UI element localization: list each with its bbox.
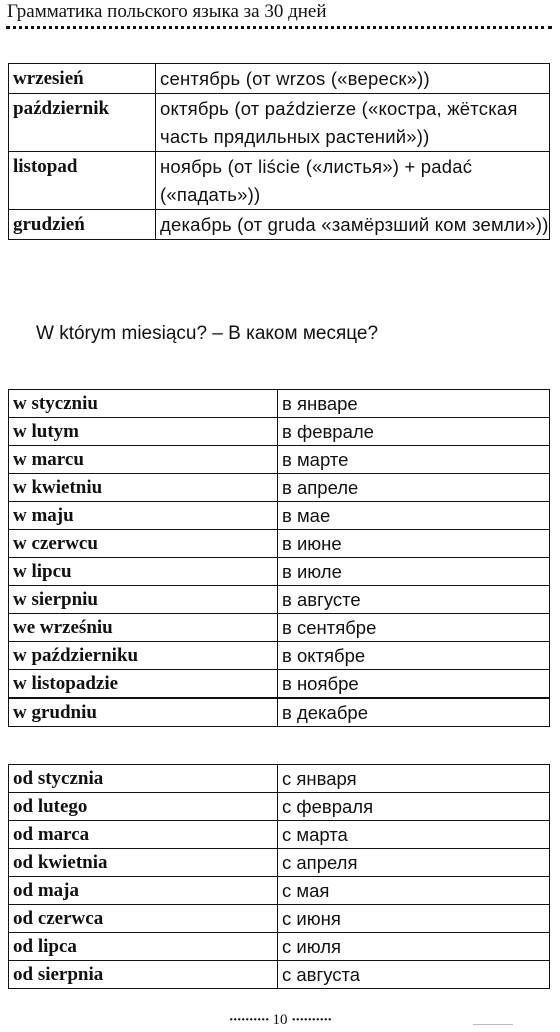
polish-phrase-cell: w lutym: [9, 418, 278, 446]
polish-phrase-cell: od lutego: [9, 793, 278, 821]
russian-phrase-cell: с августа: [278, 961, 550, 989]
footer-dots-left: [229, 1012, 269, 1028]
polish-phrase-cell: od marca: [9, 821, 278, 849]
russian-phrase-cell: в октябре: [278, 642, 550, 670]
from-month-table: [8, 764, 550, 989]
polish-phrase-cell: w grudniu: [9, 698, 278, 727]
in-month-table-body: [9, 390, 550, 727]
polish-phrase-cell: we wrześniu: [9, 614, 278, 642]
polish-month-cell: grudzień: [9, 210, 156, 240]
months-origin-table: [8, 63, 550, 240]
polish-phrase-cell: w marcu: [9, 446, 278, 474]
russian-phrase-cell: в ноябре: [278, 670, 550, 699]
polish-phrase-cell: w maju: [9, 502, 278, 530]
table-row: [9, 558, 550, 586]
footer-dots-right: [291, 1012, 331, 1028]
table-row: [9, 530, 550, 558]
polish-phrase-cell: w listopadzie: [9, 670, 278, 699]
polish-phrase-cell: od kwietnia: [9, 849, 278, 877]
in-month-table: [8, 389, 550, 727]
table-row: [9, 586, 550, 614]
page-number: 10: [272, 1012, 288, 1028]
table-row: [9, 961, 550, 989]
russian-phrase-cell: в сентябре: [278, 614, 550, 642]
polish-phrase-cell: w sierpniu: [9, 586, 278, 614]
table-row: [9, 765, 550, 793]
polish-month-cell: wrzesień: [9, 64, 156, 94]
russian-phrase-cell: с января: [278, 765, 550, 793]
russian-phrase-cell: с июля: [278, 933, 550, 961]
polish-phrase-cell: od stycznia: [9, 765, 278, 793]
section-question: W którym miesiącu? – В каком месяце?: [36, 323, 379, 344]
table-row: [9, 877, 550, 905]
polish-phrase-cell: od czerwca: [9, 905, 278, 933]
table-row: [9, 502, 550, 530]
table-row: [9, 474, 550, 502]
russian-phrase-cell: в марте: [278, 446, 550, 474]
table-row: [9, 670, 550, 699]
polish-phrase-cell: od lipca: [9, 933, 278, 961]
polish-month-cell: listopad: [9, 152, 156, 210]
table-row: [9, 642, 550, 670]
polish-phrase-cell: od sierpnia: [9, 961, 278, 989]
russian-phrase-cell: в феврале: [278, 418, 550, 446]
russian-phrase-cell: в апреле: [278, 474, 550, 502]
russian-translation-cell: сентябрь (от wrzos («вереск»)): [156, 64, 550, 94]
table-row: [9, 905, 550, 933]
russian-phrase-cell: в июне: [278, 530, 550, 558]
table-row: [9, 152, 550, 210]
scan-mark: [473, 1024, 513, 1025]
from-month-table-body: [9, 765, 550, 989]
russian-translation-cell: ноябрь (от liście («листья») + padać («падать»)): [156, 152, 550, 210]
table-row: [9, 94, 550, 152]
table-row: [9, 418, 550, 446]
russian-phrase-cell: с июня: [278, 905, 550, 933]
page-header-title: Грамматика польского языка за 30 дней: [7, 1, 327, 22]
table-row: [9, 793, 550, 821]
table-row: [9, 210, 550, 240]
table-row: [9, 933, 550, 961]
months-origin-table-body: [9, 64, 550, 240]
table-row: [9, 446, 550, 474]
polish-phrase-cell: w czerwcu: [9, 530, 278, 558]
russian-phrase-cell: в июле: [278, 558, 550, 586]
russian-phrase-cell: в декабре: [278, 698, 550, 727]
table-row: [9, 64, 550, 94]
table-row: [9, 390, 550, 418]
page-footer: [0, 1010, 560, 1030]
russian-phrase-cell: в январе: [278, 390, 550, 418]
russian-phrase-cell: с марта: [278, 821, 550, 849]
russian-phrase-cell: в августе: [278, 586, 550, 614]
table-row: [9, 698, 550, 727]
polish-phrase-cell: w lipcu: [9, 558, 278, 586]
table-row: [9, 821, 550, 849]
russian-phrase-cell: в мае: [278, 502, 550, 530]
russian-phrase-cell: с февраля: [278, 793, 550, 821]
polish-phrase-cell: w październiku: [9, 642, 278, 670]
polish-phrase-cell: od maja: [9, 877, 278, 905]
table-row: [9, 849, 550, 877]
header-dotted-rule: [6, 26, 552, 29]
polish-month-cell: październik: [9, 94, 156, 152]
polish-phrase-cell: w styczniu: [9, 390, 278, 418]
table-row: [9, 614, 550, 642]
russian-translation-cell: октябрь (от paździerze («костра, жётская часть прядильных растений»)): [156, 94, 550, 152]
polish-phrase-cell: w kwietniu: [9, 474, 278, 502]
russian-translation-cell: декабрь (от gruda «замёрзший ком земли»)): [156, 210, 550, 240]
russian-phrase-cell: с апреля: [278, 849, 550, 877]
russian-phrase-cell: с мая: [278, 877, 550, 905]
